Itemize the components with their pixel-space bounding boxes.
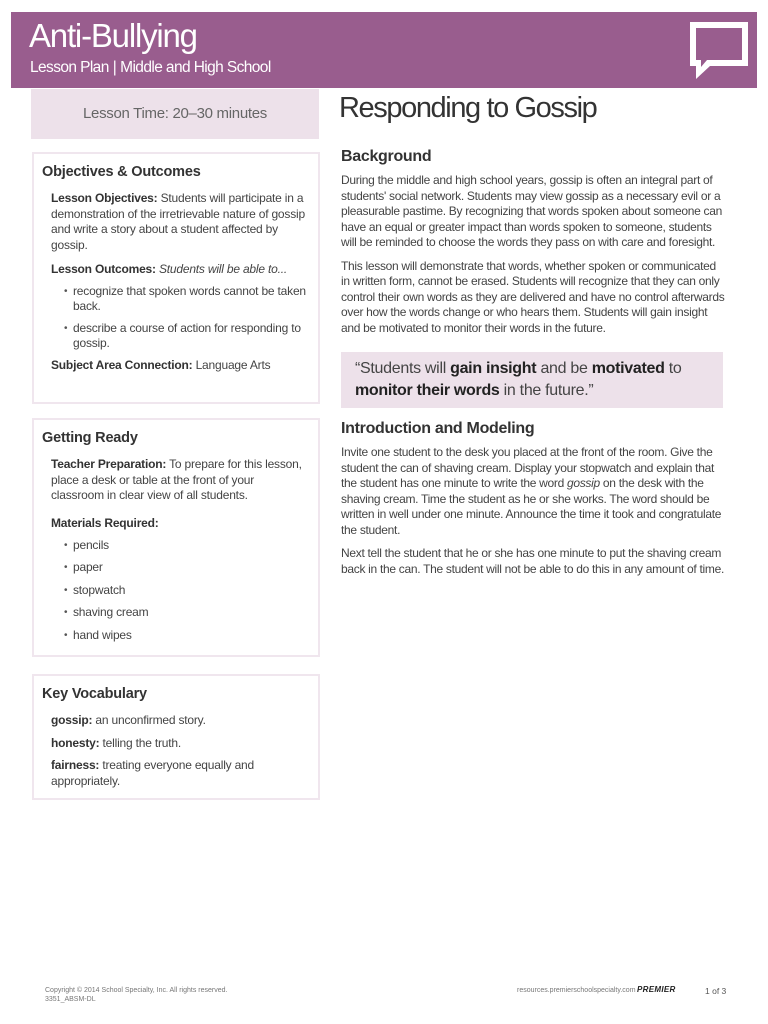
subject-area-label: Subject Area Connection:	[51, 357, 193, 372]
vocab-item	[42, 713, 310, 729]
background-paragraph: During the middle and high school years, gossip is often an integral part of students' social network. Students may view gossip as a necessary evil or a pleasurable pastime. By recognizing that words spoken about someone can have an equal or greater impact than words spoken to someone, students will be reminded to choose the words they pass on with care and foresight.	[341, 173, 722, 249]
getting-ready-card	[32, 418, 320, 657]
objectives-card	[32, 152, 320, 404]
page-title: Responding to Gossip	[339, 92, 597, 124]
vocab-item	[42, 758, 310, 789]
lesson-outcomes-label: Lesson Outcomes:	[51, 262, 156, 276]
vocab-definition: an unconfirmed story.	[92, 713, 206, 727]
list-item: • recognize that spoken words cannot be taken back.	[64, 284, 310, 315]
lesson-time: Lesson Time: 20–30 minutes	[31, 89, 319, 139]
speech-bubble-icon	[688, 20, 750, 82]
quote-text: “Students will	[355, 360, 451, 377]
introduction-heading: Introduction and Modeling	[341, 420, 535, 437]
page-number: 1 of 3	[705, 986, 727, 996]
lesson-objectives	[42, 191, 310, 253]
vocab-item	[42, 736, 310, 752]
lesson-objectives-label: Lesson Objectives:	[51, 191, 158, 205]
premier-logo: PREMIER	[637, 985, 676, 994]
vocabulary-card	[32, 674, 320, 800]
header-banner	[11, 12, 757, 88]
vocab-term: honesty:	[51, 735, 100, 750]
vocab-term: gossip:	[51, 713, 93, 727]
copyright-text: Copyright © 2014 School Specialty, Inc. All rights reserved.	[45, 987, 228, 994]
vocab-term: fairness:	[51, 758, 100, 772]
introduction-section	[341, 420, 725, 585]
introduction-paragraph: Next tell the student that he or she has one minute to put the shaving cream back in the can. The student will not be able to do this in any amount of time.	[341, 546, 724, 576]
background-paragraph: This lesson will demonstrate that words, whether spoken or communicated in written form, cannot be erased. Students will recognize that they can only control their own words as they are delivered and have no control afterwards over how the words change or who hears them. Students will gain insight and be motivated to monitor their words in the future.	[341, 258, 725, 335]
lesson-objectives-text: Students will participate in a demonstration of the irretrievable nature of gossip and write a story about a student affected by gossip.	[51, 191, 305, 252]
header-subtitle	[30, 59, 271, 77]
vocabulary-heading: Key Vocabulary	[42, 686, 147, 702]
list-item: • describe a course of action for responding to gossip.	[64, 321, 310, 352]
header-title: Anti-Bullying	[29, 17, 197, 54]
list-item: • shaving cream	[64, 605, 310, 621]
pull-quote	[341, 352, 723, 408]
teacher-preparation-label: Teacher Preparation:	[51, 457, 167, 471]
teacher-preparation	[42, 457, 310, 504]
footer-url-link[interactable]: resources.premierschoolspecialty.com	[517, 987, 636, 994]
lesson-outcomes	[42, 262, 310, 278]
teacher-preparation-text: To prepare for this lesson, place a desk or table at the front of your classroom in clear view of all students.	[51, 457, 302, 502]
footer-copyright	[45, 986, 227, 1004]
background-section	[341, 148, 725, 344]
materials-list	[42, 538, 310, 644]
paragraph-text: Invite one student to the desk you placed at the front of the room. Give the student the can of shaving cream. Display your stopwatch and explain that the student has one minute to write the word	[341, 445, 714, 490]
list-item: • paper	[64, 560, 310, 576]
materials-label: Materials Required:	[51, 515, 159, 530]
document-code: 3351_ABSM-DL	[45, 996, 96, 1003]
quote-text: to	[664, 360, 682, 377]
objectives-heading: Objectives & Outcomes	[42, 164, 201, 180]
lesson-outcomes-text: Students will be able to...	[155, 262, 287, 276]
subject-area	[42, 358, 310, 374]
vocab-definition: telling the truth.	[99, 735, 181, 750]
paragraph-emphasis: gossip	[566, 476, 600, 490]
outcomes-list	[42, 284, 310, 352]
list-item: • pencils	[64, 538, 310, 554]
introduction-paragraph	[341, 445, 725, 538]
subtitle-grade-level: Middle and High School	[120, 59, 271, 76]
getting-ready-heading: Getting Ready	[42, 430, 138, 446]
quote-emphasis: motivated	[591, 360, 665, 377]
quote-text: in the future.”	[499, 382, 594, 399]
quote-text: and be	[536, 360, 592, 377]
subtitle-lesson-plan: Lesson Plan	[30, 59, 109, 76]
subject-area-text: Language Arts	[192, 357, 271, 372]
quote-emphasis: monitor their words	[355, 382, 500, 399]
vocab-definition: treating everyone equally and appropriately.	[51, 758, 255, 788]
background-heading: Background	[341, 148, 432, 165]
list-item: • hand wipes	[64, 628, 310, 644]
paragraph-text: on the desk with the shaving cream. Time the student as he or she works. The word should be written in well under one minute. Announce the time it took and congratulate the student.	[341, 476, 722, 537]
quote-emphasis: gain insight	[450, 360, 537, 377]
list-item: • stopwatch	[64, 583, 310, 599]
subtitle-separator: |	[112, 59, 117, 76]
